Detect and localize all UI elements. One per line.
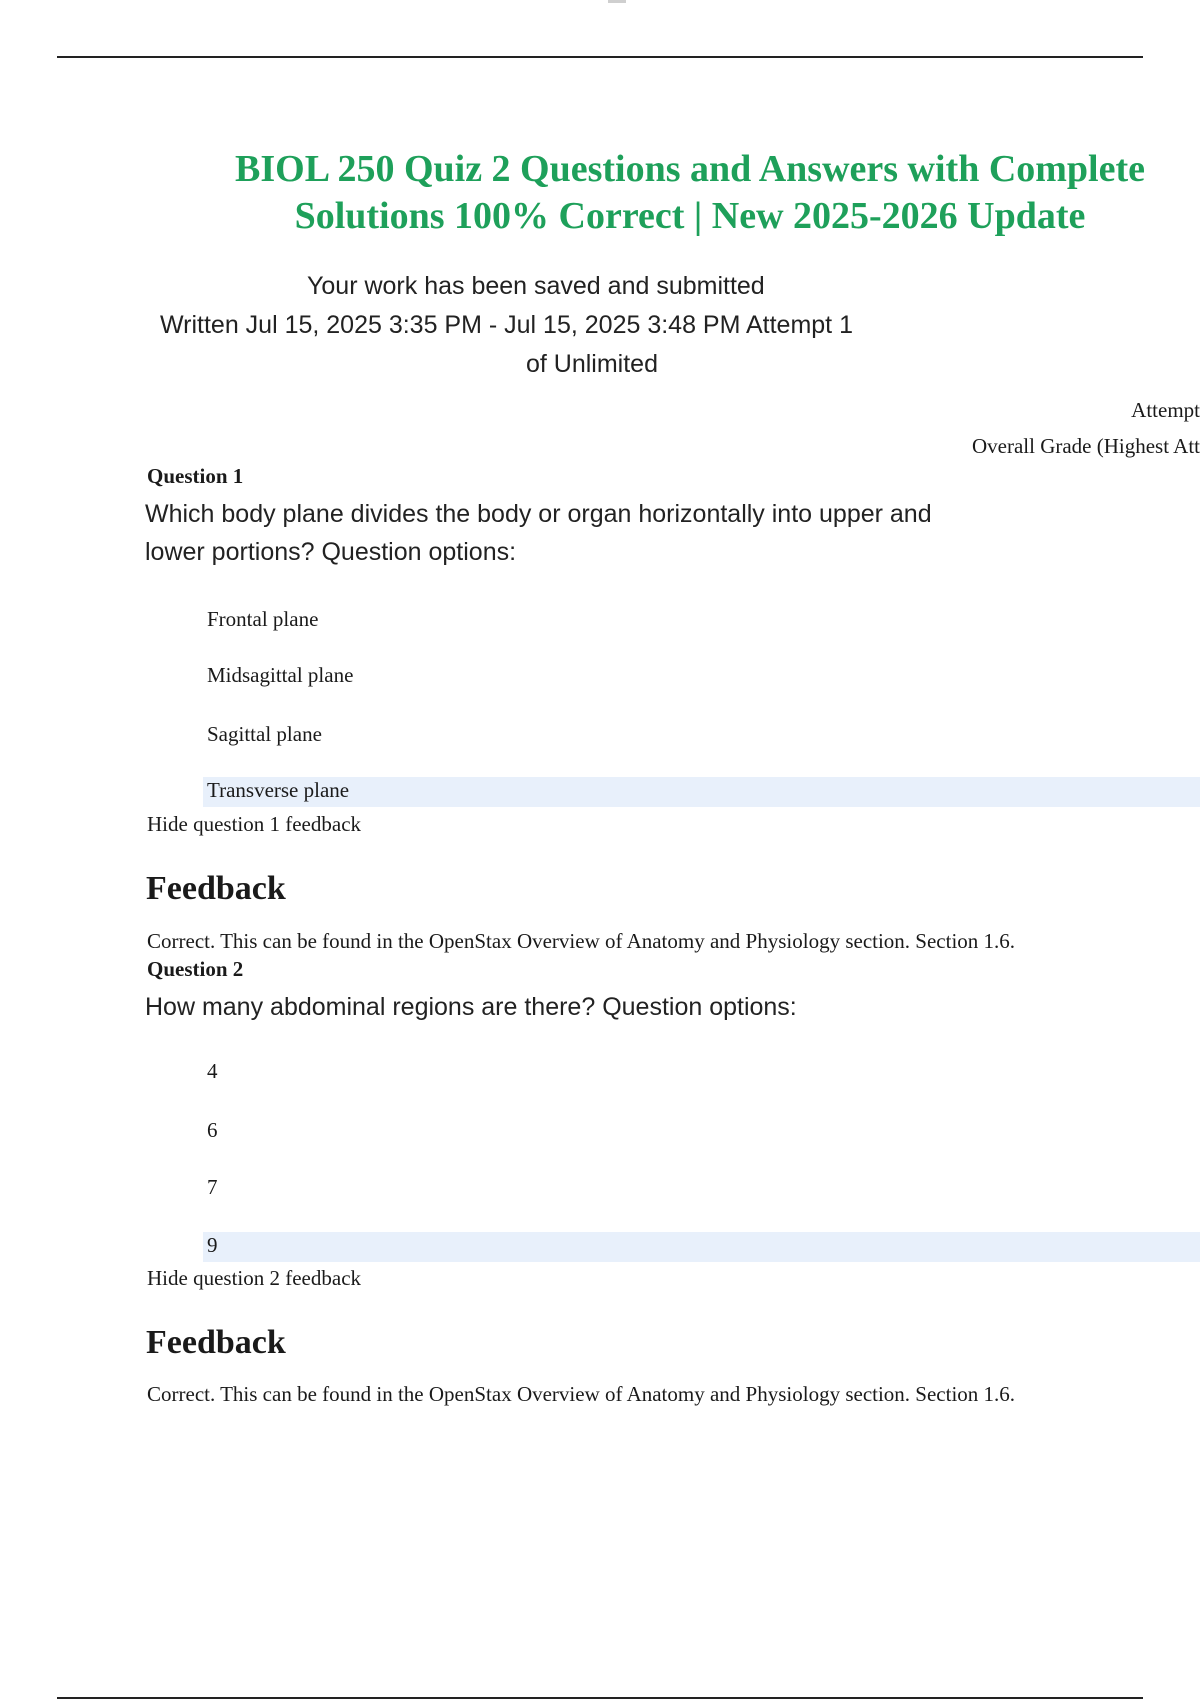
overall-grade-label: Overall Grade (Highest Att <box>971 434 1200 458</box>
question-2-feedback-title: Feedback <box>146 1324 286 1361</box>
question-2-option-3[interactable]: 7 <box>207 1175 218 1199</box>
question-2-option-1[interactable]: 4 <box>207 1059 218 1083</box>
question-1-option-4[interactable]: Transverse plane <box>207 778 350 802</box>
saved-status: Your work has been saved and submitted <box>307 272 765 300</box>
attempt-label: Attempt <box>1131 398 1200 422</box>
written-status: Written Jul 15, 2025 3:35 PM - Jul 15, 2025 3:48 PM Attempt 1 <box>160 311 853 339</box>
question-1-text-line-2: lower portions? Question options: <box>145 538 517 566</box>
question-2-text: How many abdominal regions are there? Question options: <box>145 993 797 1021</box>
question-1-text <box>145 495 1045 571</box>
question-2-heading: Question 2 <box>147 957 244 981</box>
hide-question-1-feedback-link[interactable]: Hide question 1 feedback <box>147 812 362 836</box>
header-rule <box>57 56 1143 58</box>
title-line-2: Solutions 100% Correct | New 2025-2026 Update <box>294 195 1086 237</box>
question-1-selected-highlight <box>203 777 1200 807</box>
question-1-option-1[interactable]: Frontal plane <box>207 607 319 631</box>
question-2-option-2[interactable]: 6 <box>207 1118 218 1142</box>
title-line-1: BIOL 250 Quiz 2 Questions and Answers with Complete <box>235 148 1145 190</box>
attempt-limit: of Unlimited <box>526 350 658 378</box>
document-title <box>150 146 1200 240</box>
question-2-selected-highlight <box>203 1232 1200 1262</box>
question-1-text-line-1: Which body plane divides the body or organ horizontally into upper and <box>145 500 932 528</box>
question-1-feedback-title: Feedback <box>146 870 286 907</box>
question-1-feedback-text: Correct. This can be found in the OpenStax Overview of Anatomy and Physiology section. Section 1.6. <box>147 929 1016 953</box>
question-2-feedback-text: Correct. This can be found in the OpenStax Overview of Anatomy and Physiology section. Section 1.6. <box>147 1382 1016 1406</box>
footer-rule <box>57 1697 1143 1699</box>
question-1-heading: Question 1 <box>147 464 244 488</box>
question-2-option-4[interactable]: 9 <box>207 1233 218 1257</box>
hide-question-2-feedback-link[interactable]: Hide question 2 feedback <box>147 1266 362 1290</box>
question-1-option-2[interactable]: Midsagittal plane <box>207 663 354 687</box>
page-top-mark <box>608 0 626 3</box>
question-1-option-3[interactable]: Sagittal plane <box>207 722 322 746</box>
